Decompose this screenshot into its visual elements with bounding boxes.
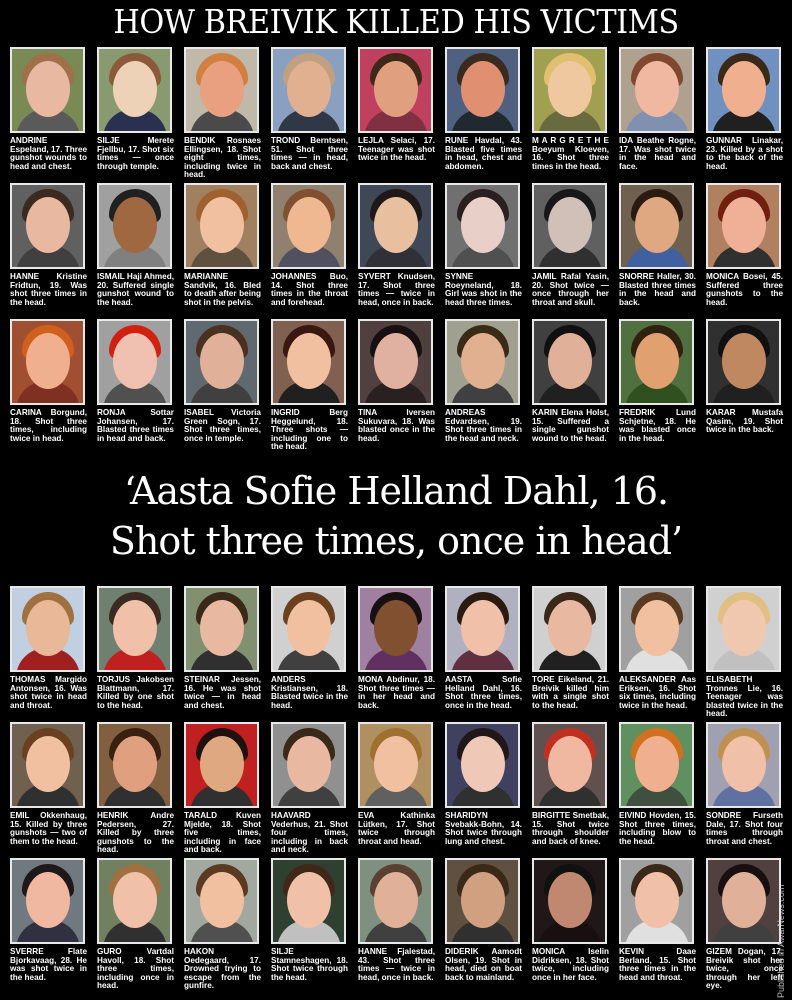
victim-card [182,858,269,994]
portrait-face [722,333,766,389]
victim-caption: SNORRE Haller, 30. Blasted three times in the head and back. [619,272,696,307]
pull-quote-line-1: ‘Aasta Sofie Helland Dahl, 16. [123,469,669,513]
victim-card [704,319,791,455]
victim-card [530,586,617,722]
victim-caption: GUNNAR Linakar, 23. Killed by a shot to the back of the head. [706,136,783,171]
victim-caption: SILJE Stamneshagen, 18. Shot twice through the head. [271,947,348,982]
victim-photo [97,722,172,808]
portrait-face [113,736,157,792]
portrait-face [374,197,418,253]
victim-caption: THOMAS Margido Antonsen, 16. Was shot twice in head and throat. [10,675,87,710]
victim-caption: JOHANNES Buo, 14. Shot three times in the throat and forehead. [271,272,348,307]
victim-photo [706,183,781,269]
victim-card [95,183,182,319]
portrait-face [374,61,418,117]
victim-photo [358,586,433,672]
victim-caption: INGRID Berg Heggelund, 18. Three shots — including one to the head. [271,408,348,452]
victim-card [617,722,704,858]
victim-photo [619,858,694,944]
victim-caption: TORE Eikeland, 21. Breivik killed him with a single shot to the head. [532,675,609,710]
victim-photo [445,858,520,944]
victim-caption: EIVIND Hovden, 15. Shot three times, including blow to the head. [619,811,696,846]
victim-card [269,858,356,994]
victim-caption: LEJLA Selaci, 17. Teenager was shot twice in the head. [358,136,435,163]
victim-photo [358,183,433,269]
victim-photo [10,47,85,133]
portrait-face [461,333,505,389]
portrait-face [722,872,766,928]
victim-card [95,319,182,455]
victim-caption: ANDERS Kristiansen, 18. Blasted twice in the head. [271,675,348,710]
portrait-face [635,600,679,656]
portrait-face [722,736,766,792]
portrait-face [200,736,244,792]
victim-caption: BENDIK Rosnaes Ellingsen, 18. Shot eight times, including twice in head. [184,136,261,180]
portrait-face [113,600,157,656]
victim-caption: HAAVARD Vederhus, 21. Shot four times, including in back and neck. [271,811,348,855]
victim-caption: TORJUS Jakobsen Blattmann, 17. Killed by one shot to the head. [97,675,174,710]
victim-photo [271,586,346,672]
portrait-face [200,61,244,117]
victim-photo [532,319,607,405]
victim-caption: ELISABETH Tronnes Lie, 16. Teenager was blasted twice in the head. [706,675,783,719]
victim-photo [271,858,346,944]
portrait-face [461,197,505,253]
portrait-face [287,600,331,656]
portrait-face [26,872,70,928]
victim-card [356,722,443,858]
victim-caption: TROND Berntsen, 51. Shot three times — in head, back and chest. [271,136,348,171]
portrait-face [548,197,592,253]
victim-photo [445,47,520,133]
victim-photo [271,722,346,808]
portrait-face [26,197,70,253]
portrait-face [722,600,766,656]
victim-photo [184,183,259,269]
victim-caption: SILJE Merete Fjellbu, 17. Shot six times — once through temple. [97,136,174,171]
victim-card [443,586,530,722]
victim-caption: HENRIK Andre Pedersen, 27. Killed by three gunshots to the head. [97,811,174,855]
victim-photo [358,319,433,405]
portrait-face [374,872,418,928]
victim-card [530,183,617,319]
victim-caption: ANDRINE Espeland, 17. Three gunshot wounds to head and chest. [10,136,87,171]
victim-photo [10,319,85,405]
victim-photo [619,319,694,405]
victim-card [95,47,182,183]
victim-caption: KARAR Mustafa Qasim, 19. Shot twice in the back. [706,408,783,435]
victim-card [8,586,95,722]
victim-caption: ALEKSANDER Aas Eriksen, 16. Shot six times, including twice in the head. [619,675,696,710]
portrait-face [635,333,679,389]
victim-caption: BIRGITTE Smetbak, 15. Shot twice through shoulder and back of knee. [532,811,609,846]
victim-caption: SYVERT Knudsen, 17. Shot three times — twice in head, once in back. [358,272,435,307]
victim-card [269,319,356,455]
victim-card [356,858,443,994]
portrait-face [200,872,244,928]
victim-caption: RUNE Havdal, 43. Blasted five times in head, chest and abdomen. [445,136,522,171]
portrait-face [548,600,592,656]
victim-photo [619,183,694,269]
portrait-face [374,333,418,389]
victim-card [443,47,530,183]
victim-photo [445,722,520,808]
victim-photo [619,586,694,672]
portrait-face [26,600,70,656]
victim-caption: MONICA Iselin Didriksen, 18. Shot twice, including once in her face. [532,947,609,982]
victim-card [704,586,791,722]
victim-photo [10,858,85,944]
victim-photo [184,722,259,808]
victim-photo [358,722,433,808]
victim-caption: AASTA Sofie Helland Dahl, 16. Shot three times, once in the head. [445,675,522,710]
victim-photo [532,47,607,133]
victim-photo [271,47,346,133]
victim-card [269,47,356,183]
portrait-face [200,197,244,253]
victim-caption: STEINAR Jessen, 16. He was shot twice — in head and chest. [184,675,261,710]
victim-caption: GIZEM Dogan, 17. Breivik shot her twice, once through her left eye. [706,947,783,991]
victim-card [8,47,95,183]
pull-quote [0,466,792,566]
portrait-face [461,61,505,117]
victim-caption: KARIN Elena Holst, 15. Suffered a single gunshot wound to the head. [532,408,609,443]
portrait-face [635,872,679,928]
victim-card [8,183,95,319]
portrait-face [287,197,331,253]
victim-photo [706,858,781,944]
portrait-face [461,872,505,928]
victim-card [356,47,443,183]
victim-card [182,586,269,722]
victim-card [530,47,617,183]
victim-caption: JAMIL Rafal Yasin, 20. Shot twice — once through her throat and skull. [532,272,609,307]
victim-caption: HAKON Oedegaard, 17. Drowned trying to escape from the gunfire. [184,947,261,991]
victim-caption: CARINA Borgund, 18. Shot three times, including twice in head. [10,408,87,443]
portrait-face [287,736,331,792]
victim-card [443,183,530,319]
victim-photo [184,47,259,133]
victim-photo [619,47,694,133]
victim-caption: SYNNE Roeyneland, 18. Girl was shot in the head three times. [445,272,522,307]
victim-card [95,858,182,994]
victim-card [443,722,530,858]
portrait-face [113,197,157,253]
portrait-face [113,872,157,928]
victim-card [530,319,617,455]
victim-card [617,47,704,183]
victim-card [182,722,269,858]
victim-photo [358,47,433,133]
headline: HOW BREIVIK KILLED HIS VICTIMS [113,2,679,41]
victim-caption: EVA Kathinka Lütken, 17. Shot twice through throat and head. [358,811,435,846]
victim-caption: RONJA Sottar Johansen, 17. Blasted three times in head and back. [97,408,174,443]
victim-photo [97,47,172,133]
victim-photo [10,586,85,672]
victim-card [8,319,95,455]
victim-card [356,586,443,722]
victim-caption: MONA Abdinur, 18. Shot three times — in her head and back. [358,675,435,710]
victim-card [443,858,530,994]
victim-caption: TINA Iversen Sukuvara, 18. Was blasted once in the head. [358,408,435,443]
victim-caption: ISMAIL Haji Ahmed, 20. Suffered single gunshot wound to the head. [97,272,174,307]
victim-photo [532,183,607,269]
portrait-face [722,61,766,117]
portrait-face [461,736,505,792]
victim-photo [97,183,172,269]
victim-card [617,319,704,455]
victim-caption: KEVIN Daae Berland, 15. Shot three times in the head and throat. [619,947,696,982]
victims-grid-bottom [8,586,792,994]
portrait-face [200,600,244,656]
victim-photo [445,319,520,405]
victim-card [530,858,617,994]
victim-photo [10,183,85,269]
portrait-face [113,333,157,389]
victim-card [356,319,443,455]
victim-photo [706,722,781,808]
portrait-face [374,736,418,792]
victim-card [182,183,269,319]
victim-photo [706,47,781,133]
victims-grid-top [8,47,792,455]
victim-photo [97,319,172,405]
victim-caption: EMIL Okkenhaug, 15. Killed by three gunshots — two of them to the head. [10,811,87,846]
victim-card [269,183,356,319]
victim-card [8,858,95,994]
victim-caption: FREDRIK Lund Schjetne, 18. He was blasted once in the head. [619,408,696,443]
victim-caption: SONDRE Furseth Dale, 17. Shot four times through throat and chest. [706,811,783,846]
victim-caption: DIDERIK Aamodt Olsen, 19. Shot in head, died on boat back to mainland. [445,947,522,982]
victim-caption: IDA Beathe Rogne, 17. Was shot twice in the head and face. [619,136,696,171]
victim-card [269,586,356,722]
victim-card [617,183,704,319]
victim-card [530,722,617,858]
victim-card [182,47,269,183]
victim-photo [184,858,259,944]
victim-caption: SHARIDYN Svebakk-Bohn, 14. Shot twice through lung and chest. [445,811,522,846]
victim-caption: HANNE Kristine Fridtun, 19. Was shot three times in the head. [10,272,87,307]
portrait-face [635,736,679,792]
portrait-face [287,872,331,928]
portrait-face [200,333,244,389]
victim-card [617,586,704,722]
victim-photo [184,319,259,405]
victim-photo [706,319,781,405]
portrait-face [548,736,592,792]
victim-caption: TARALD Kuven Mjelde, 18. Shot five times, including in face and back. [184,811,261,855]
victim-photo [445,586,520,672]
victim-card [8,722,95,858]
victim-photo [97,586,172,672]
victim-photo [445,183,520,269]
victim-photo [532,722,607,808]
victim-card [443,319,530,455]
victim-photo [271,319,346,405]
victim-photo [706,586,781,672]
victim-photo [532,586,607,672]
portrait-face [26,61,70,117]
portrait-face [374,600,418,656]
victim-photo [97,858,172,944]
victim-photo [10,722,85,808]
portrait-face [635,61,679,117]
pull-quote-line-2: Shot three times, once in head’ [109,519,683,563]
victim-caption: HANNE Fjalestad, 43. Shot three times — twice in head, once in back. [358,947,435,982]
portrait-face [287,333,331,389]
victim-card [704,47,791,183]
victim-card [95,722,182,858]
watermark: Published in AwarNews.com [776,884,786,998]
victim-caption: ANDREAS Edvardsen, 19. Shot three times in the head and neck. [445,408,522,443]
portrait-face [548,872,592,928]
victim-photo [532,858,607,944]
portrait-face [113,61,157,117]
victim-card [704,183,791,319]
victim-caption: M A R G R E T H E Boeyum Kloeven, 16. Shot three times in the head. [532,136,609,171]
victim-caption: SVERRE Flate Bjorkavaag, 28. He was shot twice in the head. [10,947,87,982]
victim-card [356,183,443,319]
portrait-face [26,333,70,389]
victim-caption: MONICA Bosei, 45. Suffered three gunshots to the head. [706,272,783,307]
portrait-face [26,736,70,792]
victim-caption: MARIANNE Sandvik, 16. Bled to death after being shot in the pelvis. [184,272,261,307]
victim-card [95,586,182,722]
portrait-face [287,61,331,117]
portrait-face [635,197,679,253]
portrait-face [461,600,505,656]
victim-card [704,722,791,858]
victim-caption: ISABEL Victoria Green Sogn, 17. Shot three times, once in temple. [184,408,261,443]
victim-photo [184,586,259,672]
portrait-face [722,197,766,253]
victim-card [269,722,356,858]
victim-photo [358,858,433,944]
victim-caption: GURO Vartdal Havoll, 18. Shot three times, including once in head. [97,947,174,991]
victim-card [617,858,704,994]
portrait-face [548,333,592,389]
portrait-face [548,61,592,117]
victim-photo [619,722,694,808]
victim-photo [271,183,346,269]
victim-card [182,319,269,455]
